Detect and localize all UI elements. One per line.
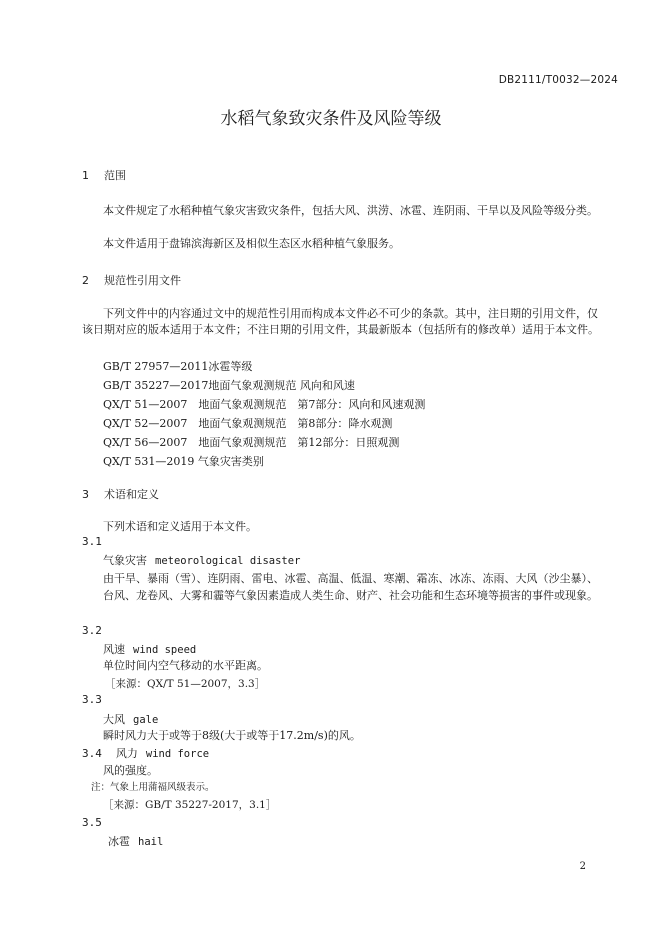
term-definition: 瞬时风力大于或等于8级(大于或等于17.2m/s)的风。: [103, 729, 361, 742]
term-source: ［来源：GB/T 35227-2017，3.1］: [103, 799, 277, 811]
references-paragraph: 下列文件中的内容通过文中的规范性引用而构成本文件必不可少的条款。其中，注日期的引用文件，仅该日期对应的版本适用于本文件；不注日期的引用文件，其最新版本（包括所有的修改单）适用于本文件。: [82, 307, 599, 336]
reference-item: QX/T 531—2019 气象灾害类别: [103, 455, 264, 468]
term-chinese: 冰雹: [108, 835, 130, 848]
term-number: 3.2: [82, 624, 102, 637]
terms-intro: 下列术语和定义适用于本文件。: [103, 520, 257, 533]
section-heading-references: [82, 272, 181, 288]
term-heading: [103, 552, 300, 568]
reference-item: QX/T 51—2007 地面气象观测规范 第7部分：风向和风速观测: [103, 398, 426, 411]
term-english: meteorological disaster: [155, 555, 301, 567]
term-chinese: 风速: [103, 643, 125, 656]
term-definition: 风的强度。: [103, 764, 158, 777]
term-number: 3.5: [82, 816, 102, 829]
term-chinese: 风力: [115, 747, 138, 760]
section-number: 1: [82, 169, 89, 182]
term-chinese: 气象灾害: [103, 554, 147, 567]
document-id: DB2111/T0032—2024: [498, 74, 618, 86]
section-title: 范围: [104, 169, 126, 182]
term-english: wind force: [145, 748, 210, 760]
term-note: 注：气象上用蒲福风级表示。: [91, 782, 215, 793]
term-number: 3.4: [82, 747, 102, 760]
scope-paragraph-1: 本文件规定了水稻种植气象灾害致灾条件，包括大风、洪涝、冰雹、连阴雨、干旱以及风险等级分类。: [103, 204, 598, 217]
term-source: ［来源：QX/T 51—2007，3.3］: [105, 678, 266, 690]
reference-item: QX/T 56—2007 地面气象观测规范 第12部分：日照观测: [103, 436, 400, 449]
term-english: gale: [133, 714, 159, 726]
term-chinese: 大风: [103, 713, 125, 726]
term-english: wind speed: [133, 644, 197, 656]
term-english: hail: [138, 836, 164, 848]
term-number: 3.3: [82, 693, 102, 706]
term-definition: 由干旱、暴雨（雪）、连阴雨、雷电、冰雹、高温、低温、寒潮、霜冻、冰冻、冻雨、大风（沙尘暴）、台风、龙卷风、大雾和霾等气象因素造成人类生命、财产、社会功能和生态环境等损害的事件或现象。: [103, 572, 598, 602]
term-heading: [103, 711, 158, 727]
term-number: 3.1: [82, 535, 102, 548]
reference-item: GB/T 35227—2017地面气象观测规范 风向和风速: [103, 379, 355, 392]
term-heading: [103, 641, 196, 657]
page-number: 2: [579, 861, 586, 872]
section-heading-scope: [82, 167, 126, 183]
scope-paragraph-2: 本文件适用于盘锦滨海新区及相似生态区水稻种植气象服务。: [103, 237, 400, 250]
section-heading-terms: [82, 486, 159, 502]
reference-item: QX/T 52—2007 地面气象观测规范 第8部分：降水观测: [103, 417, 393, 430]
section-number: 3: [82, 488, 89, 501]
section-number: 2: [82, 274, 89, 287]
term-heading: [108, 833, 163, 849]
section-title: 术语和定义: [104, 488, 159, 501]
section-title: 规范性引用文件: [104, 274, 181, 287]
reference-item: GB/T 27957—2011冰雹等级: [103, 360, 253, 373]
term-heading: [82, 745, 209, 761]
term-definition: 单位时间内空气移动的水平距离。: [103, 659, 268, 672]
document-title: 水稻气象致灾条件及风险等级: [220, 109, 442, 129]
